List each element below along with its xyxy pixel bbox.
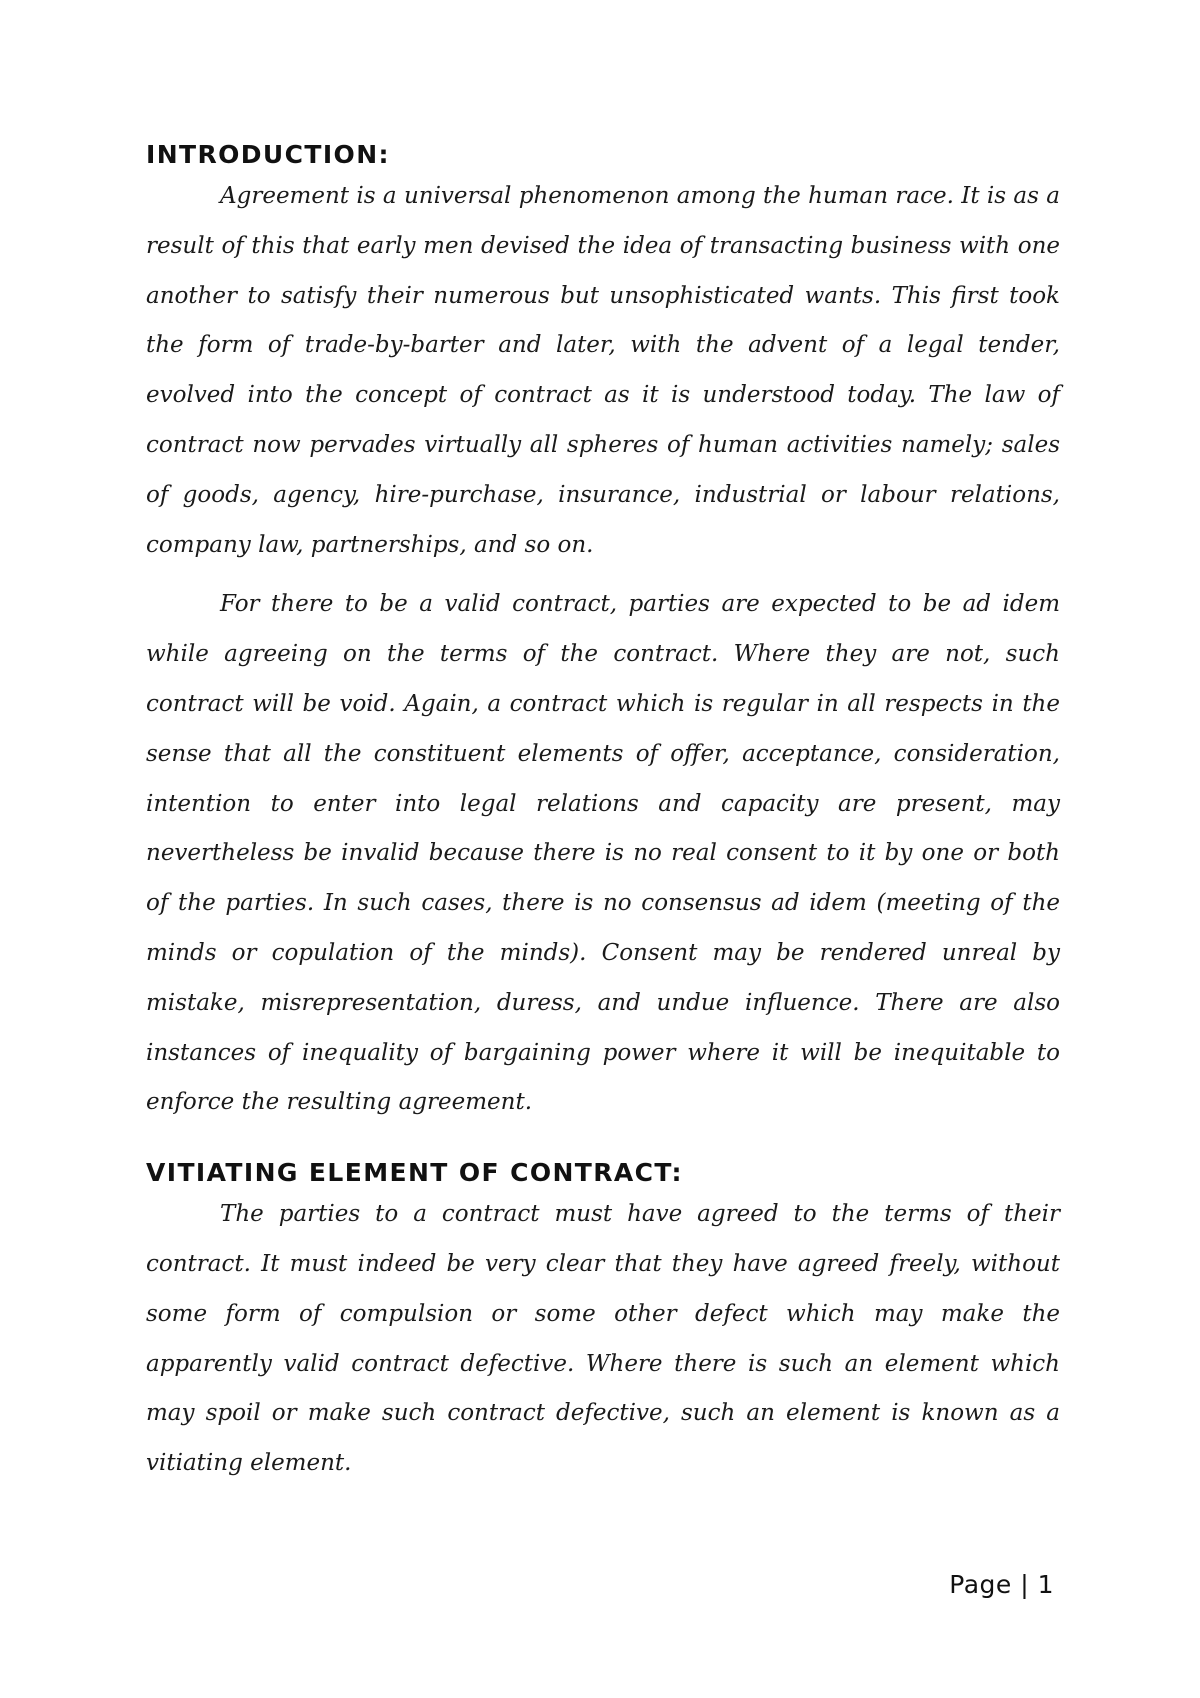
section-heading-introduction: INTRODUCTION: [146, 140, 390, 169]
page-number-footer: Page | 1 [949, 1570, 1054, 1599]
introduction-paragraph-2: For there to be a valid contract, parties are expected to be ad idem while agreeing on the terms of the contract. Where they are not, such contract will be void. Again, a contract which is regular in all respects in the sense that all the constituent elements of offer, acceptance, consideration, intention to enter into legal relations and capacity are present, may nevertheless be invalid because there is no real consent to it by one or both of the parties. In such cases, there is no consensus ad idem (meeting of the minds or copulation of the minds). Consent may be rendered unreal by mistake, misrepresentation, duress, and undue influence. There are also instances of inequality of bargaining power where it will be inequitable to enforce the resulting agreement. [146, 591, 1060, 1116]
introduction-paragraph-1: Agreement is a universal phenomenon among the human race. It is as a result of this that early men devised the idea of transacting business with one another to satisfy their numerous but unsophisticated wants. This first took the form of trade-by-barter and later, with the advent of a legal tender, evolved into the concept of contract as it is understood today. The law of contract now pervades virtually all spheres of human activities namely; sales of goods, agency, hire-purchase, insurance, industrial or labour relations, company law, partnerships, and so on. [146, 183, 1060, 558]
vitiating-element-paragraph-1: The parties to a contract must have agreed to the terms of their contract. It must indeed be very clear that they have agreed freely, without some form of compulsion or some other defect which may make the apparently valid contract defective. Where there is such an element which may spoil or make such contract defective, such an element is known as a vitiating element. [146, 1201, 1060, 1477]
section-heading-vitiating-element: VITIATING ELEMENT OF CONTRACT: [146, 1158, 683, 1188]
document-body [146, 140, 1060, 1489]
